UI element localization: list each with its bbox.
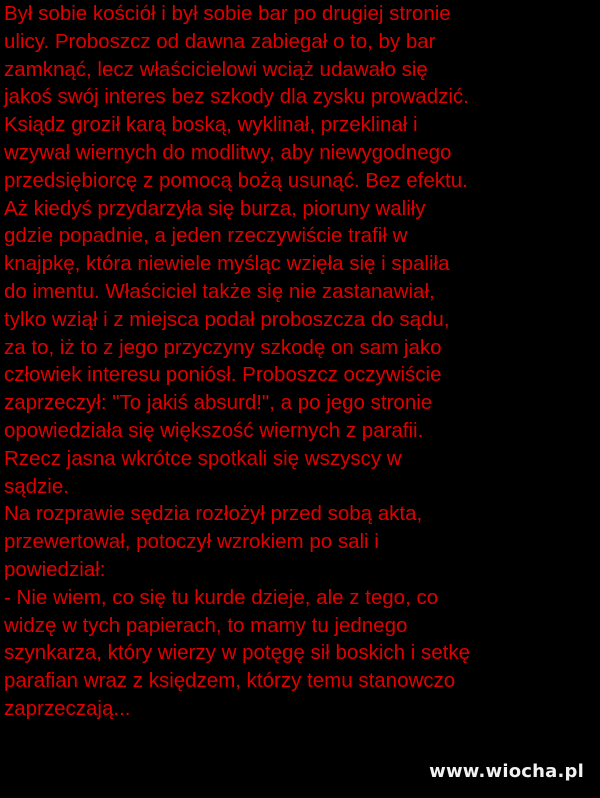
site-watermark: www.wiocha.pl bbox=[429, 761, 584, 782]
story-text bbox=[4, 0, 598, 723]
story-paragraph-3: - Nie wiem, co się tu kurde dzieje, ale z tego, co widzę w tych papierach, to mamy tu jednego szynkarza, który wierzy w potęgę sił boskich i setkę parafian wraz z księdzem, którzy temu stanowczo zaprzeczają... bbox=[4, 585, 470, 720]
story-paragraph-1: Był sobie kościół i był sobie bar po drugiej stronie ulicy. Proboszcz od dawna zabiegał o to, by bar zamknąć, lecz właścicielowi wciąż udawało się jakoś swój interes bez szkody dla zysku prowadzić. Ksiądz groził karą boską, wyklinał, przeklinał i wzywał wiernych do modlitwy, aby niewygodnego przedsiębiorcę z pomocą bożą usunąć. Bez efektu. Aż kiedyś przydarzyła się burza, pioruny waliły gdzie popadnie, a jeden rzeczywiście trafił w knajpkę, która niewiele myśląc wzięła się i spaliła do imentu. Właściciel także się nie zastanawiał, tylko wziął i z miejsca podał proboszcza do sądu, za to, iż to z jego przyczyny szkodę on sam jako człowiek interesu poniósł. Proboszcz oczywiście zaprzeczył: "To jakiś absurd!", a po jego stronie opowiedziała się większość wiernych z parafii. Rzecz jasna wkrótce spotkali się wszyscy w sądzie. bbox=[4, 2, 469, 498]
story-paragraph-2: Na rozprawie sędzia rozłożył przed sobą akta, przewertował, potoczył wzrokiem po sali i powiedział: bbox=[4, 502, 423, 581]
